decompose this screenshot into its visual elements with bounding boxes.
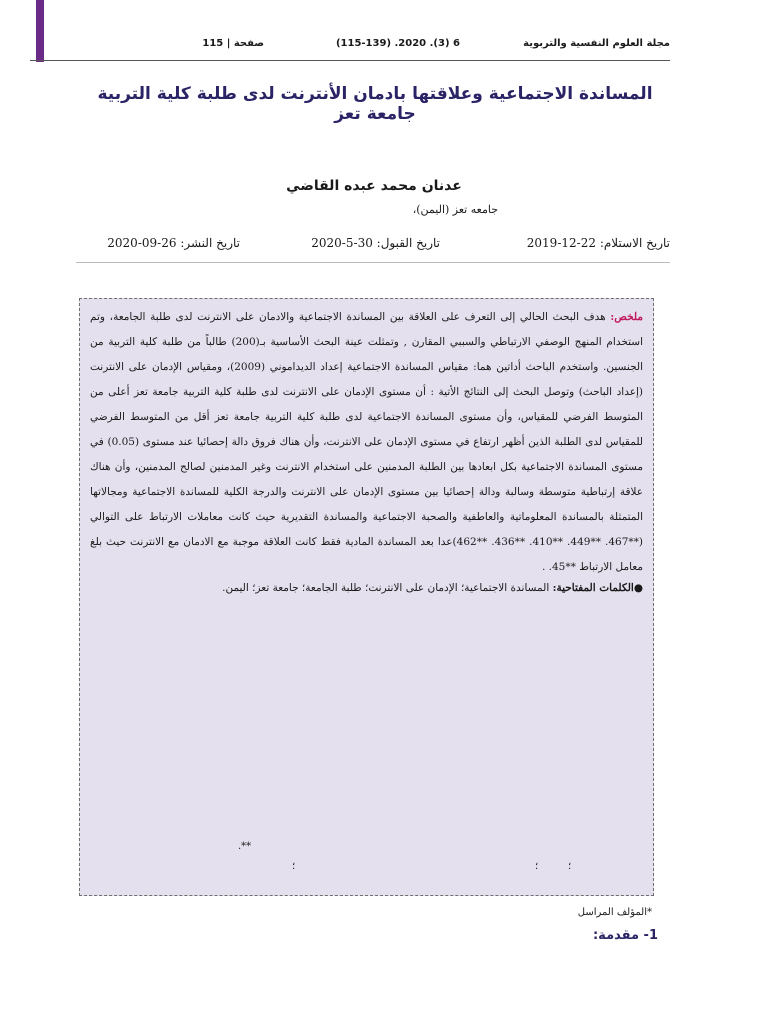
- dates-row: [76, 236, 670, 258]
- running-header: [52, 36, 670, 54]
- abstract-label: ملخص:: [610, 311, 643, 323]
- page-number: صفحة | 115: [202, 38, 264, 49]
- section-heading: 1- مقدمة:: [592, 928, 658, 943]
- volume-info: 6 (3). 2020. (115-139): [335, 38, 460, 49]
- abstract-box: [79, 298, 654, 896]
- keywords-line: [90, 580, 643, 596]
- published-date: تاريخ النشر: 26-09-2020: [107, 236, 240, 250]
- header-accent-bar: [36, 0, 44, 62]
- stray-marks-row: [80, 861, 653, 875]
- received-date: تاريخ الاستلام: 22-12-2019: [526, 236, 670, 250]
- corresponding-author-note: *المؤلف المراسل: [577, 907, 652, 918]
- author-affiliation: جامعه تعز (اليمن)،: [412, 203, 498, 216]
- dates-rule: [76, 262, 670, 263]
- stray-semicolon: ؛: [535, 861, 539, 872]
- accepted-date: تاريخ القبول: 30-5-2020: [311, 236, 440, 250]
- paper-title: المساندة الاجتماعية وعلاقتها بادمان الأنترنت لدى طلبة كلية التربية جامعة تعز: [97, 84, 653, 124]
- bullet-icon: ●: [633, 582, 643, 594]
- keywords-text: المساندة الاجتماعية؛ الإدمان على الانترنت؛ طلبة الجامعة؛ جامعة تعز؛ اليمن.: [222, 582, 550, 594]
- author-name: عدنان محمد عبده القاضي: [286, 178, 462, 194]
- abstract-paragraph: [90, 305, 643, 580]
- keywords-label: الكلمات المفتاحية:: [552, 582, 634, 594]
- abstract-body: هدف البحث الحالي إلى التعرف على العلاقة بين المساندة الاجتماعية والادمان على الانترنت لدى طلبة الجامعة، وتم استخدام المنهج الوصفي الارتباطي والسببي المقارن , وتمثلت عينة البحث الأساسية بـ(200) طالباً من طلبة كلية التربية من الجنسين. واستخدم الباحث أداتين هما: مقياس المساندة الاجتماعية إعداد الديداموني (2009)، ومقياس الإدمان على الانترنت (إعداد الباحث) وتوصل البحث إلى النتائج الأتية : أن مستوى الإدمان على الانترنت لدى طلبة كلية التربية جامعة تعز أعلى من المتوسط الفرضي للمقياس، وأن مستوى المساندة الاجتماعية لدى طلبة كلية التربية جامعة تعز أقل من المتوسط الفرضي للمقياس لدى الطلبة الذين أظهر ارتفاع في مستوى الإدمان على الانترنت، وأن هناك فروق دالة إحصائيا عند مستوى (0.05) في مستوى المساندة الاجتماعية بكل ابعادها بين الطلبة المدمنين على استخدام الانترنت وغير المدمنين لصالح المدمنين، وأن هناك علاقة إرتباطية متوسطة وسالبة ودالة إحصائيا بين مستوى الإدمان على الانترنت والدرجة الكلية للمساندة الاجتماعية ومجالاتها المتمثلة بالمساندة المعلوماتية والعاطفية والصحبة الاجتماعية والمساندة التقديرية حيث كانت معاملات الارتباط على التوالي (**467. **449. **410. **436. **462)عدا بعد المساندة المادية فقط كانت العلاقة موجبة مع الادمان مع الانترنت حيث بلغ معامل الارتباط **45. .: [90, 311, 643, 573]
- journal-name: مجلة العلوم النفسية والتربوية: [523, 38, 670, 49]
- stray-semicolon: ؛: [292, 861, 296, 872]
- header-rule: [30, 60, 670, 61]
- stray-stars: **.: [238, 841, 252, 852]
- stray-semicolon: ؛: [568, 861, 572, 872]
